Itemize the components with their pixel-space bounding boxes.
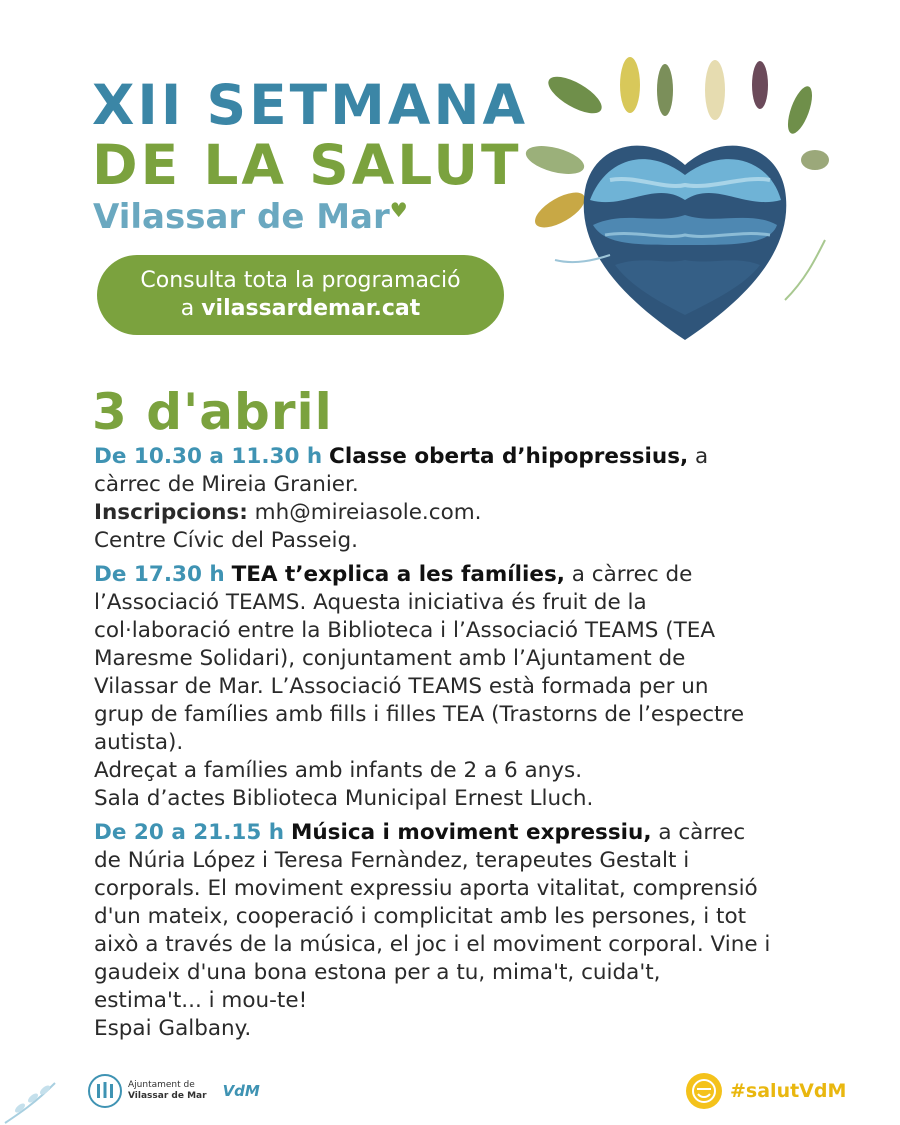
event-line: estima't... i mou-te!	[94, 988, 308, 1013]
event-line: càrrec de Mireia Granier.	[94, 472, 359, 497]
event-time: De 20 a 21.15 h	[94, 820, 285, 845]
event-inscriptions	[94, 499, 834, 527]
event-line: grup de famílies amb fills i filles TEA (Trastorns de l’espectre	[94, 702, 745, 727]
cta-url[interactable]: vilassardemar.cat	[201, 296, 421, 321]
cta-prefix: a	[180, 296, 202, 321]
ajuntament-line-2: Vilassar de Mar	[128, 1091, 207, 1101]
event-text: a càrrec de	[564, 562, 693, 587]
event-date: 3 d'abril	[92, 383, 333, 441]
event-list	[94, 443, 834, 1049]
inscriptions-label: Inscripcions:	[94, 500, 248, 525]
ajuntament-name	[128, 1080, 207, 1102]
heart-icon: ♥	[389, 198, 408, 222]
title-line-3	[93, 197, 408, 237]
event-item-3	[94, 819, 834, 1043]
title-line-2: DE LA SALUT	[92, 133, 522, 197]
event-title: Classe oberta d’hipopressius,	[329, 444, 689, 469]
event-line: de Núria López i Teresa Fernàndez, terapeutes Gestalt i	[94, 848, 690, 873]
hashtag-badge	[686, 1073, 846, 1109]
event-place: Espai Galbany.	[94, 1016, 252, 1041]
event-text: a càrrec	[651, 820, 746, 845]
event-title: Música i moviment expressiu,	[290, 820, 652, 845]
event-place: Sala d’actes Biblioteca Municipal Ernest Lluch.	[94, 786, 594, 811]
event-line: Vilassar de Mar. L’Associació TEAMS està formada per un	[94, 674, 709, 699]
ajuntament-line-1: Ajuntament de	[128, 1080, 195, 1090]
event-line: l’Associació TEAMS. Aquesta iniciativa és fruit de la	[94, 590, 647, 615]
event-line: gaudeix d'una bona estona per a tu, mima't, cuida't,	[94, 960, 661, 985]
event-title: TEA t’explica a les famílies,	[231, 562, 565, 587]
yarn-heart-illustration	[515, 50, 855, 350]
program-link-button[interactable]	[97, 255, 504, 335]
inscriptions-email[interactable]: mh@mireiasole.com.	[247, 500, 482, 525]
event-line: col·laboració entre la Biblioteca i l’Associació TEAMS (TEA	[94, 618, 716, 643]
leaf-decoration-icon	[0, 1078, 60, 1125]
town-name: Vilassar de Mar	[93, 197, 390, 237]
event-line: Maresme Solidari), conjuntament amb l’Ajuntament de	[94, 646, 686, 671]
event-line: d'un mateix, cooperació i complicitat amb les persones, i tot	[94, 904, 747, 929]
event-time: De 10.30 a 11.30 h	[94, 444, 323, 469]
event-line: autista).	[94, 730, 184, 755]
ajuntament-logo[interactable]	[88, 1074, 260, 1108]
event-text: a	[688, 444, 709, 469]
hashtag-text: #salutVdM	[730, 1080, 847, 1102]
event-line: Adreçat a famílies amb infants de 2 a 6 anys.	[94, 758, 583, 783]
event-item-2	[94, 561, 834, 813]
event-line: corporals. El moviment expressiu aporta vitalitat, comprensió	[94, 876, 758, 901]
event-place: Centre Cívic del Passeig.	[94, 528, 359, 553]
cta-line-1: Consulta tota la programació	[140, 268, 461, 293]
vdm-logo: VdM	[222, 1082, 260, 1100]
event-item-1	[94, 443, 834, 555]
event-line: això a través de la música, el joc i el moviment corporal. Vine i	[94, 932, 771, 957]
crest-icon	[88, 1074, 122, 1108]
event-time: De 17.30 h	[94, 562, 225, 587]
smile-icon	[686, 1073, 722, 1109]
title-line-1: XII SETMANA	[92, 73, 529, 137]
